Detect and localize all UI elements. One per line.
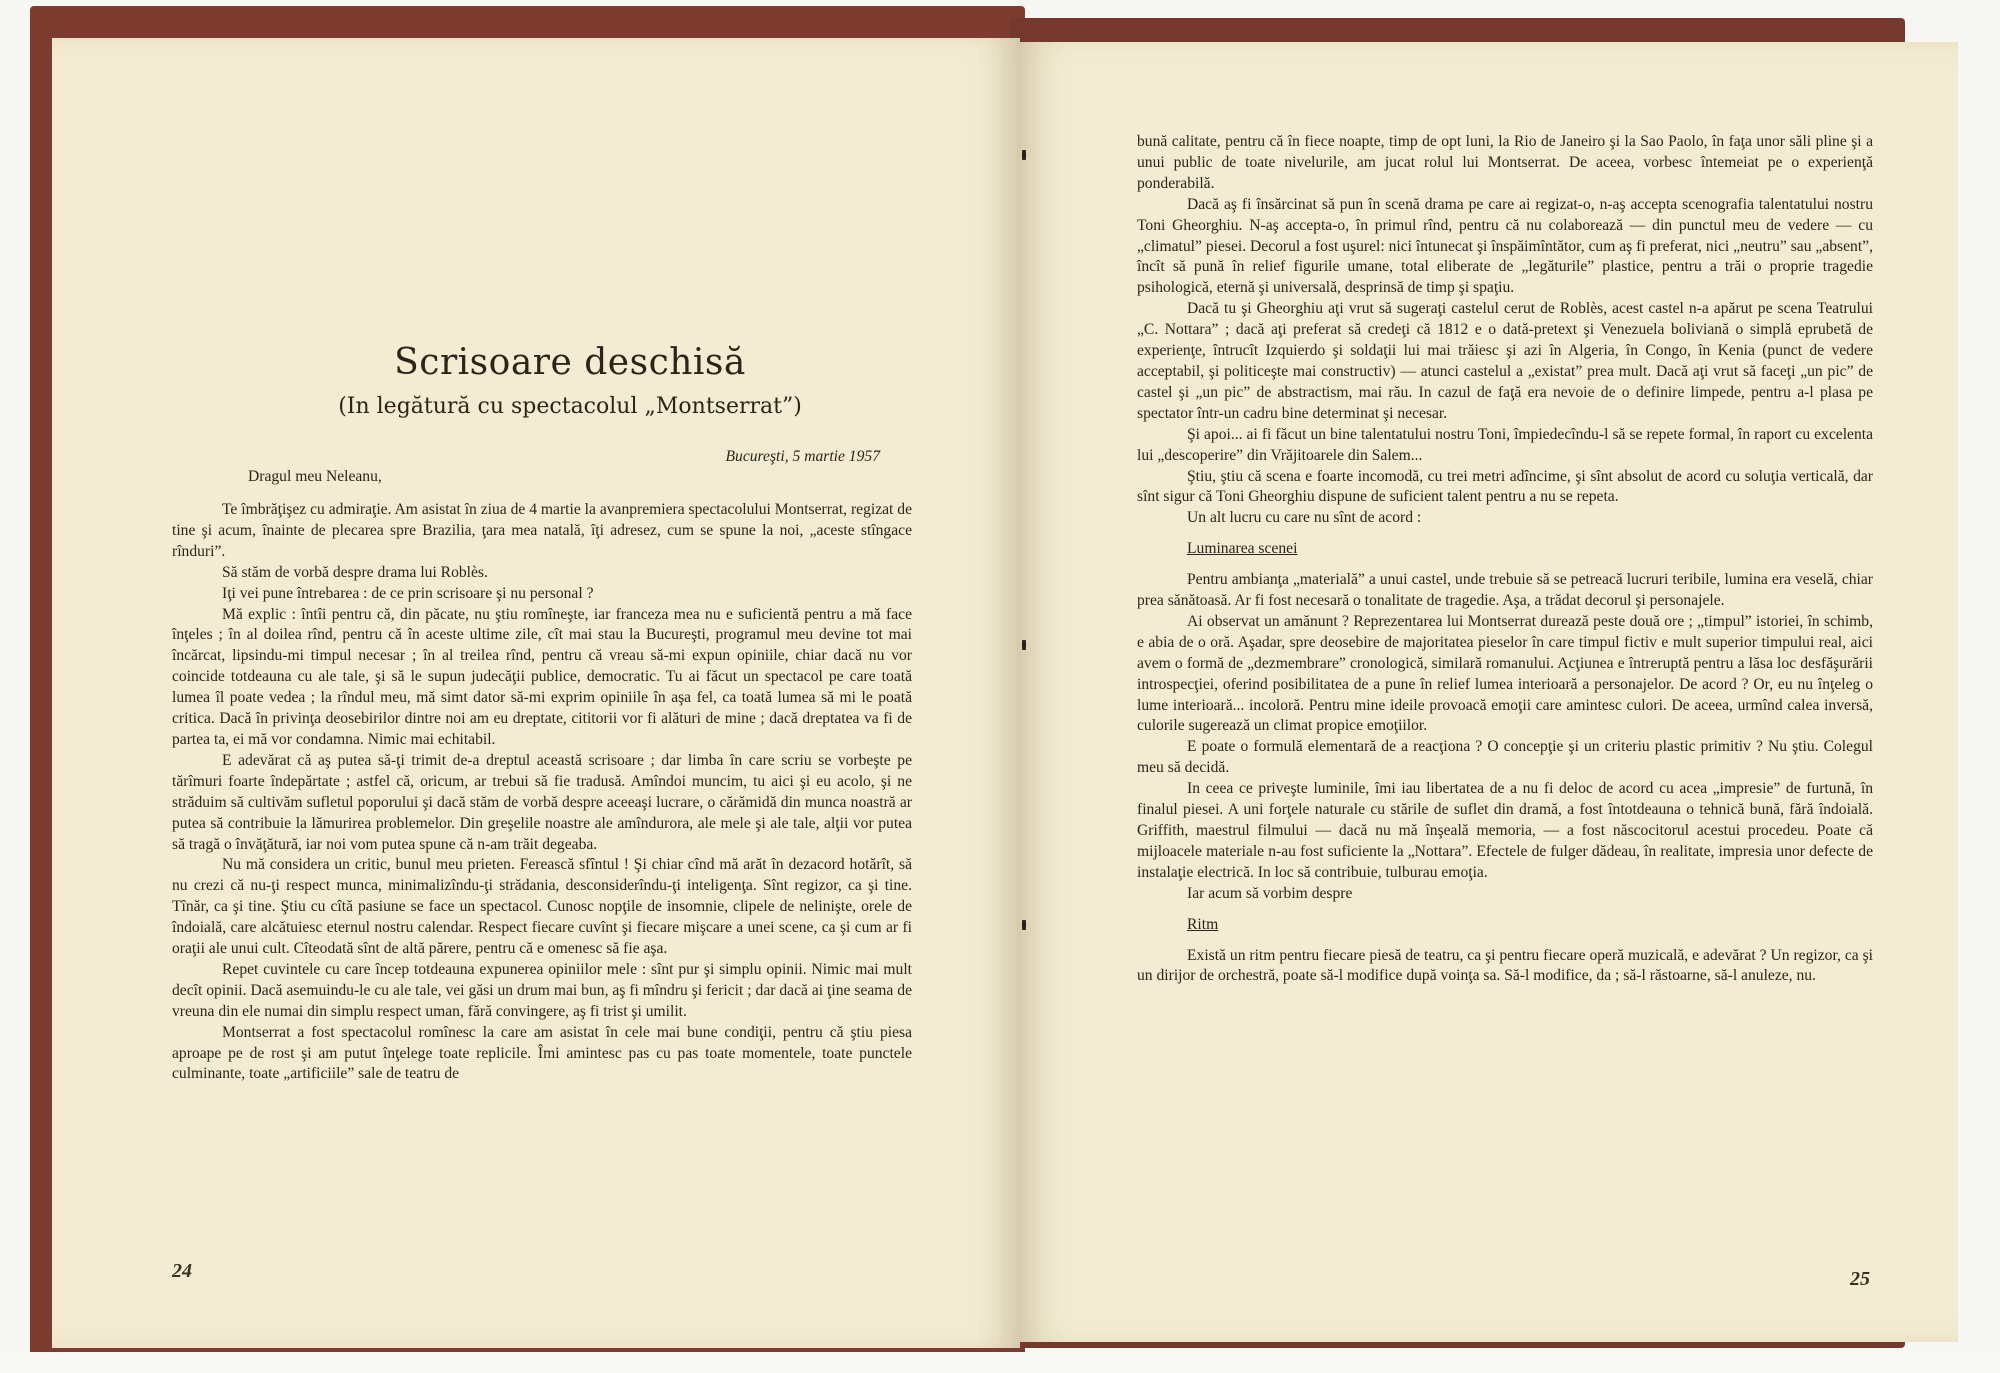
paragraph: Nu mă considera un critic, bunul meu prieten. Ferească sfîntul ! Şi chiar cînd mă arăt în dezacord hotărît, să nu crezi că nu-ţi respect munca, minimalizîndu-ţi strădania, desconsiderîndu-ţi inteligenţa. Sînt regizor, ca şi tine. Tînăr, ca şi tine. Ştiu cu cîtă pasiune se face un spectacol. Cunosc nopţile de insomnie, clipele de nelinişte, orele de îndoială, care alcătuiesc eternul nostru calendar. Respect fiecare cuvînt şi fiecare mişcare a unei scene, ca şi cum ar fi oraţii ale unui cult. Cîteodată sînt de altă părere, pentru că e omenesc să fie aşa. <box>172 856 912 958</box>
paragraph: Iar acum să vorbim despre <box>1187 884 1353 902</box>
gutter-mark <box>1022 150 1026 160</box>
left-page-body <box>172 500 912 1085</box>
letter-salutation: Dragul meu Neleanu, <box>248 468 382 485</box>
section-heading-rhythm: Ritm <box>1187 915 1219 933</box>
paragraph: In ceea ce priveşte luminile, îmi iau libertatea de a nu fi deloc de acord cu acea „impresie” de furtună, în finalul piesei. A uni forţele naturale cu stările de suflet din dramă, a fost întotdeauna o tehnică bună, fără îndoială. Griffith, maestrul filmului — dacă nu mă înşeală memoria, — a fost născocitorul acestui procedeu. Poate că mijloacele materiale n-au fost suficiente la „Nottara”. Efectele de fulger dădeau, în realitate, impresia unor defecte de instalaţie electrică. In loc să contribuie, tulburau emoţia. <box>1137 780 1873 881</box>
paragraph: Iţi vei pune întrebarea : de ce prin scrisoare şi nu personal ? <box>222 584 594 602</box>
paragraph: Ai observat un amănunt ? Reprezentarea lui Montserrat durează peste două ore ; „timpul” istoriei, în schimb, e abia de o oră. Aşadar, spre deosebire de majoritatea pieselor în care timpul fictiv e mult superior timpului real, aici avem o formă de „dezmembrare” cronologică, similară romanului. Acţiunea e întreruptă pentru a lăsa loc desfăşurării introspecţiei, oferind posibilitatea de a pune în relief lumea interioară a personajelor. De acord ? Or, eu nu înţeleg o lume interioară... incoloră. Pentru mine ideile provoacă emoţii care amintesc culori. De aceea, urmînd calea inversă, culorile sugerează un climat propice emoţiilor. <box>1137 612 1873 735</box>
letter-subtitle: (In legătură cu spectacolul „Montserrat”) <box>338 394 802 419</box>
paragraph: Pentru ambianţa „materială” a unui castel, unde trebuie să se petreacă lucruri teribile, lumina era veselă, chiar prea sănătoasă. Ar fi fost necesară o tonalitate de tragedie. Aşa, a trădat decorul şi personajele. <box>1137 571 1873 610</box>
paragraph: Dacă aş fi însărcinat să pun în scenă drama pe care ai regizat-o, n-aş accepta scenografia talentatului nostru Toni Gheorghiu. N-aş accepta-o, în primul rînd, pentru că nu colaborează — din punctul meu de vedere — cu „climatul” piesei. Decorul a fost uşurel: nici întunecat şi înspăimîntător, cum aş fi preferat, nici „neutru” sau „absent”, încît să pună în relief figurile umane, total eliberate de „legăturile” plastice, pentru a trăi o proprie tragedie psihologică, eternă şi universală, desprinsă de timp şi spaţiu. <box>1137 195 1873 297</box>
paragraph: Mă explic : întîi pentru că, din păcate, nu ştiu romîneşte, iar franceza mea nu e suficientă pentru a mă face înţeles ; în al doilea rînd, pentru că în aceste ultime zile, cît mai stau la Bucureşti, programul meu devine tot mai încărcat, lipsindu-mi timpul necesar ; în al treilea rînd, pentru că vreau să-mi expun opiniile, chiar dacă nu vor coincide totdeauna cu ale tale, şi să le supun judecăţii publice, democratic. Tu ai făcut un spectacol pe care toată lumea îl poate vedea ; la rîndul meu, mă simt dator să-mi exprim opiniile în aşa fel, ca toată lumea să mi le poată critica. Dacă în privinţa deosebirilor dintre noi am eu dreptate, cititorii vor fi alături de mine ; dacă dreptatea va fi de partea ta, ei mă vor condamna. Nimic mai echitabil. <box>172 605 912 748</box>
paragraph: Montserrat a fost spectacolul romînesc la care am asistat în cele mai bune condiţii, pentru că ştiu piesa aproape pe de rost şi am putut înţelege toate replicile. Îmi amintesc pas cu pas toate momentele, toate punctele culminante, toate „artificiile” sale de teatru de <box>172 1023 912 1083</box>
page-number-right: 25 <box>1850 1268 1870 1290</box>
paragraph: Un alt lucru cu care nu sînt de acord : <box>1187 509 1422 527</box>
letter-title: Scrisoare deschisă <box>394 342 746 383</box>
page-number-left: 24 <box>172 1260 192 1282</box>
gutter-mark <box>1022 920 1026 930</box>
paragraph: Ştiu, ştiu că scena e foarte incomodă, cu trei metri adîncime, şi sînt absolut de acord cu soluţia verticală, dar sînt sigur că Toni Gheorghiu dispune de suficient talent pentru a nu se repeta. <box>1137 467 1873 506</box>
paragraph: Şi apoi... ai fi făcut un bine talentatului nostru Toni, împiedecîndu-l să se repete formal, în raport cu excelenta lui „descoperire” din Vrăjitoarele din Salem... <box>1137 425 1873 464</box>
gutter-mark <box>1022 640 1026 650</box>
paragraph: bună calitate, pentru că în fiece noapte, timp de opt luni, la Rio de Janeiro şi la Sao Paolo, în faţa unor săli pline şi a unui public de toate nivelurile, am jucat rolul lui Montserrat. De aceea, vorbesc întemeiat pe o experienţă ponderabilă. <box>1137 133 1873 192</box>
paragraph: Repet cuvintele cu care încep totdeauna expunerea opiniilor mele : sînt pur şi simplu opinii. Nimic mai mult decît opinii. Dacă asemuindu-le cu ale tale, vei găsi un drum mai bun, aş fi mîndru şi fericit ; dar dacă ai ţine seama de vreuna din ele numai din simplu respect uman, fără convingere, aş fi trist şi umilit. <box>172 960 912 1020</box>
paragraph: Să stăm de vorbă despre drama lui Roblès. <box>222 563 488 581</box>
paragraph: Dacă tu şi Gheorghiu aţi vrut să sugeraţi castelul cerut de Roblès, acest castel n-a apărut pe scena Teatrului „C. Nottara” ; dacă aţi preferat să credeţi că 1812 e o dată-pretext şi Venezuela boliviană o simplă eprubetă de experienţe, întrucît Izquierdo şi soldaţii lui mai trăiesc şi azi în Algeria, în Congo, în Kenia (punct de vedere acceptabil, şi politiceşte mai constructiv) — atunci castelul a „existat” prea mult. Dacă aţi vrut să faceţi „un pic” de castel şi „un pic” de abstractism, mai rău. In cazul de faţă era nevoie de o definire limpede, pentru a-l plasa pe spectator într-un cadru bine determinat şi necesar. <box>1137 300 1873 422</box>
paragraph: Te îmbrăţişez cu admiraţie. Am asistat în ziua de 4 martie la avanpremiera spectacolului Montserrat, regizat de tine şi acum, înainte de plecarea spre Brazilia, ţara mea natală, îţi adresez, cum se spune la noi, „aceste stîngace rînduri”. <box>172 501 912 560</box>
paragraph: Există un ritm pentru fiecare piesă de teatru, ca şi pentru fiecare operă muzicală, e adevărat ? Un regizor, ca şi un dirijor de orchestră, poate să-l modifice după voinţa sa. Să-l modifice, da ; să-l răstoarne, să-l anuleze, nu. <box>1137 946 1873 985</box>
paragraph: E poate o formulă elementară de a reacţiona ? O concepţie şi un criteriu plastic primitiv ? Nu ştiu. Colegul meu să decidă. <box>1137 738 1873 777</box>
letter-dateline: Bucureşti, 5 martie 1957 <box>725 448 880 465</box>
section-heading-lighting: Luminarea scenei <box>1187 540 1298 558</box>
right-page-body <box>1137 132 1873 987</box>
bottom-margin <box>0 1352 2000 1373</box>
paragraph: E adevărat că aş putea să-ţi trimit de-a dreptul această scrisoare ; dar limba în care scriu se vorbeşte pe tărîmuri foarte îndepărtate ; astfel că, oricum, ar trebui să fie tradusă. Amîndoi muncim, tu aici şi eu acolo, şi ne străduim să cultivăm sufletul poporului şi dacă stăm de vorbă despre aceeaşi lucrare, o cărămidă din munca noastră ar putea să contribuie la lămurirea problemelor. Din greşelile noastre ale amîndurora, ale mele şi ale tale, alţii vor putea să tragă o învăţătură, iar noi vom putea spune că n-am trăit degeaba. <box>172 751 912 853</box>
